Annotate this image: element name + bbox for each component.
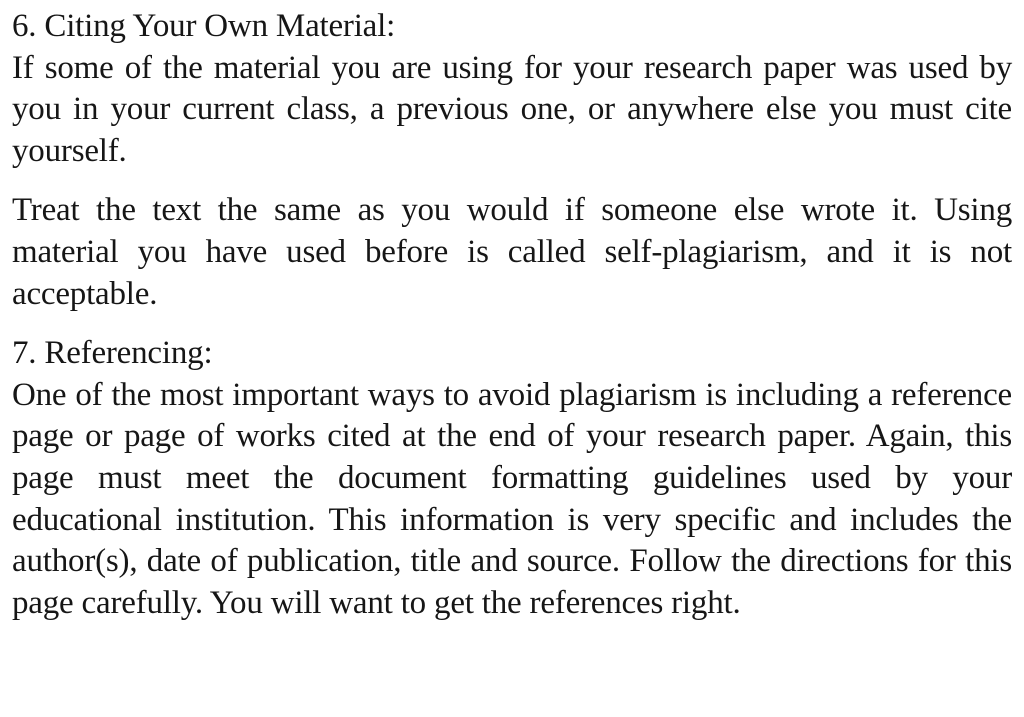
section-7-paragraph-1: One of the most important ways to avoid plagiarism is including a reference page or page of works cited at the end of your research paper. Again, this page must meet the document formatting guidelines used by your educational institution. This information is very specific and includes the author(s), date of publication, title and source. Follow the directions for this page carefully. You will want to get the references right. bbox=[12, 376, 1012, 621]
paragraph-spacer bbox=[12, 172, 1012, 190]
section-citing-own-material bbox=[12, 6, 1012, 315]
document-body bbox=[12, 6, 1012, 624]
section-6-paragraph-1: If some of the material you are using for your research paper was used by you in your current class, a previous one, or anywhere else you must cite yourself. bbox=[12, 49, 1012, 169]
section-spacer bbox=[12, 315, 1012, 333]
section-6-heading: 6. Citing Your Own Material: bbox=[12, 8, 396, 44]
section-6-paragraph-2: Treat the text the same as you would if someone else wrote it. Using material you have used before is called self-plagiarism, and it is not acceptable. bbox=[12, 192, 1012, 312]
section-7-heading: 7. Referencing: bbox=[12, 335, 213, 372]
section-referencing bbox=[12, 333, 1012, 624]
